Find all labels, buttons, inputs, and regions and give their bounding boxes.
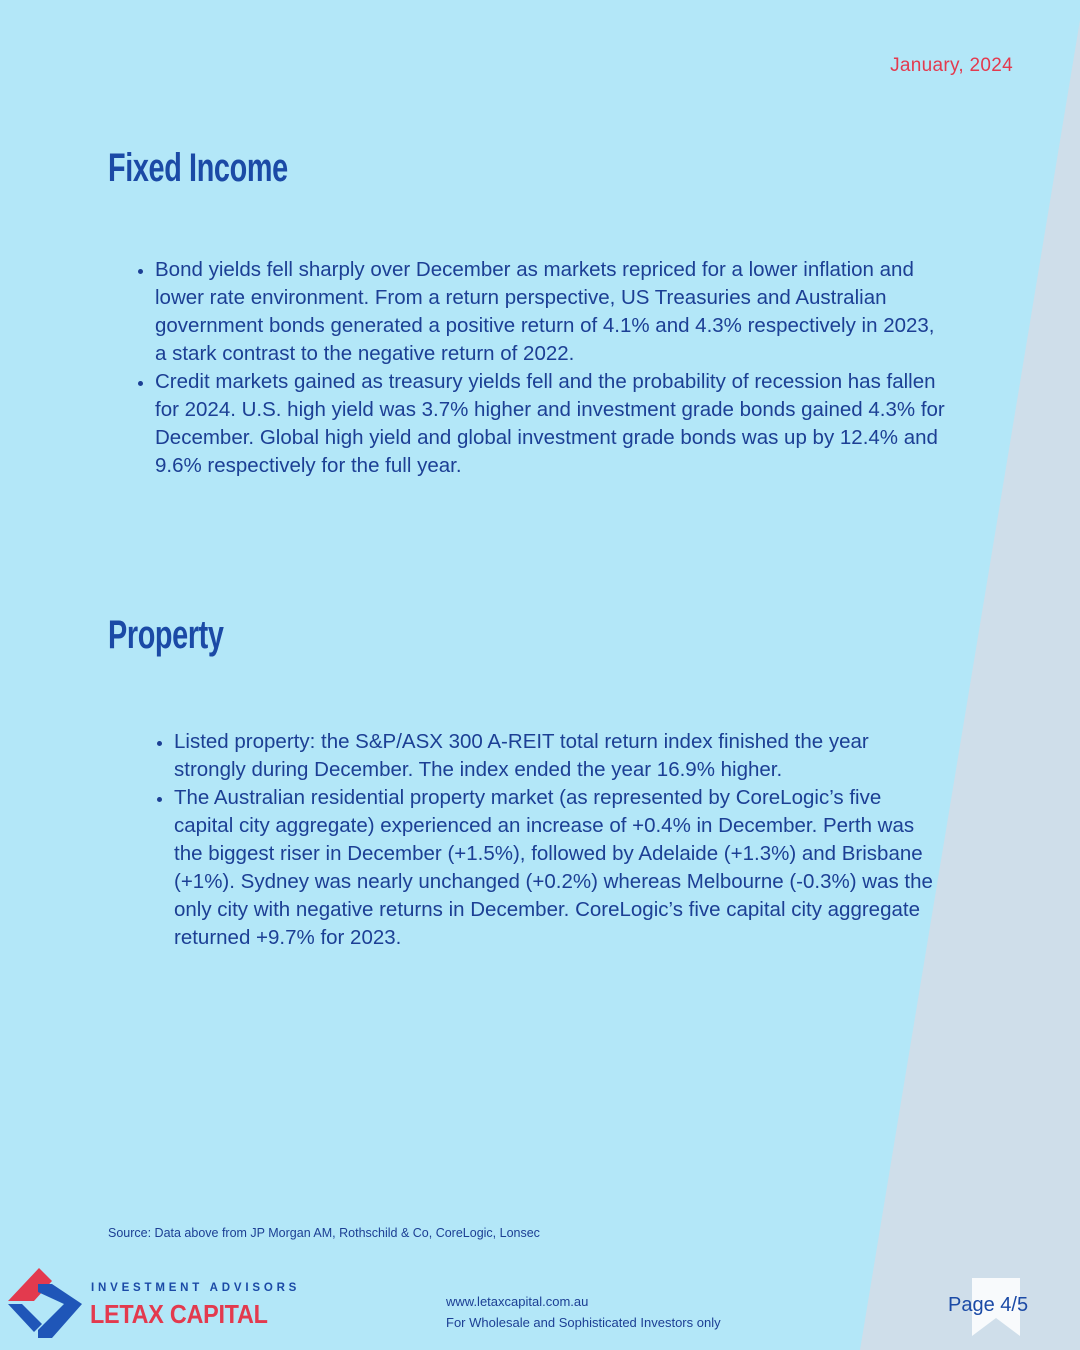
list-item: • Bond yields fell sharply over December as markets repriced for a lower inflation and lower rate environment. From a return perspective, US Treasuries and Australian government bonds generated a positive return of 4.1% and 4.3% respectively in 2023, a stark contrast to the negative return of 2022.	[155, 256, 945, 368]
section-title-property: Property	[108, 613, 224, 657]
fixed-income-bullets	[129, 256, 945, 480]
page-number: Page 4/5	[948, 1294, 1029, 1316]
property-bullets	[148, 728, 944, 952]
list-item: • Credit markets gained as treasury yields fell and the probability of recession has fallen for 2024. U.S. high yield was 3.7% higher and investment grade bonds gained 4.3% for December. Global high yield and global investment grade bonds was up by 12.4% and 9.6% respectively for the full year.	[155, 368, 945, 480]
logo-subtitle: INVESTMENT ADVISORS	[91, 1282, 301, 1294]
logo-mark-icon	[6, 1266, 84, 1342]
report-date: January, 2024	[890, 55, 1013, 76]
logo-name: LETAX CAPITAL	[90, 1299, 268, 1329]
list-item: • Listed property: the S&P/ASX 300 A-REIT total return index finished the year strongly during December. The index ended the year 16.9% higher.	[174, 728, 944, 784]
section-title-fixed-income: Fixed Income	[108, 146, 288, 190]
website-link[interactable]: www.letaxcapital.com.au	[446, 1294, 589, 1309]
list-item: • The Australian residential property market (as represented by CoreLogic’s five capital city aggregate) experienced an increase of +0.4% in December. Perth was the biggest riser in December (+1.5%), followed by Adelaide (+1.3%) and Brisbane (+1%). Sydney was nearly unchanged (+0.2%) whereas Melbourne (-0.3%) was the only city with negative returns in December. CoreLogic’s five capital city aggregate returned +9.7% for 2023.	[174, 784, 944, 952]
source-note: Source: Data above from JP Morgan AM, Rothschild & Co, CoreLogic, Lonsec	[108, 1226, 540, 1240]
investor-disclaimer: For Wholesale and Sophisticated Investors only	[446, 1315, 721, 1330]
